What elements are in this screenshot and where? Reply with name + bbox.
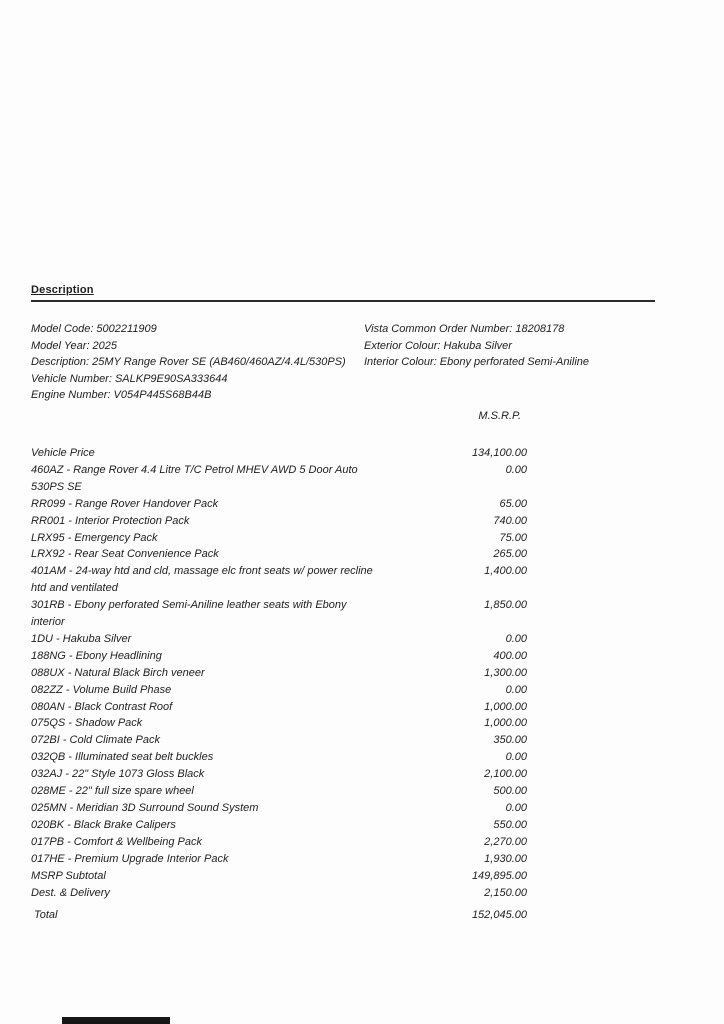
item-description: LRX92 - Rear Seat Convenience Pack — [31, 548, 219, 561]
item-description: 401AM - 24-way htd and cld, massage elc front seats w/ power recline htd and ventilated — [31, 565, 373, 595]
item-price: 0.00 — [505, 802, 527, 814]
line-item-row — [31, 851, 527, 868]
line-item-row — [31, 648, 527, 665]
section-title: Description — [31, 284, 94, 296]
line-item-row — [31, 783, 527, 800]
document-content — [31, 280, 655, 924]
item-description: 025MN - Meridian 3D Surround Sound System — [31, 802, 259, 814]
item-description: Vehicle Price — [31, 446, 95, 459]
section-header — [31, 280, 655, 302]
summary-row — [31, 868, 527, 885]
item-description: LRX95 - Emergency Pack — [31, 531, 158, 544]
item-price: 1,000.00 — [484, 700, 527, 713]
item-description: 080AN - Black Contrast Roof — [31, 700, 173, 713]
line-item-row — [31, 563, 527, 597]
item-price: 0.00 — [505, 632, 527, 645]
item-description: 028ME - 22" full size spare wheel — [31, 785, 194, 798]
line-items-list — [31, 445, 527, 901]
line-item-row — [31, 800, 527, 817]
line-item-row — [31, 513, 527, 530]
item-description: 032QB - Illuminated seat belt buckles — [31, 751, 214, 764]
item-price: 265.00 — [493, 548, 527, 561]
line-item-row — [31, 665, 527, 682]
item-price: 134,100.00 — [471, 446, 527, 459]
item-description: 301RB - Ebony perforated Semi-Aniline leather seats with Ebony interior — [31, 599, 347, 629]
msrp-column-header: M.S.R.P. — [478, 409, 521, 422]
info-line: Vista Common Order Number: 18208178 — [364, 323, 565, 335]
item-price: 500.00 — [493, 785, 527, 798]
vehicle-info-right-column — [364, 321, 655, 404]
line-item-row — [31, 715, 527, 732]
summary-row — [31, 885, 527, 902]
item-price: 2,100.00 — [484, 768, 527, 781]
total-price: 152,045.00 — [471, 909, 527, 922]
total-row — [31, 907, 527, 924]
line-item-row — [31, 462, 527, 496]
info-line: Model Year: 2025 — [31, 339, 118, 352]
line-item-row — [31, 530, 527, 547]
line-item-row — [31, 699, 527, 716]
item-description: 188NG - Ebony Headlining — [31, 649, 162, 662]
line-item-row — [31, 749, 527, 766]
line-item-row — [31, 631, 527, 648]
item-description: 1DU - Hakuba Silver — [31, 632, 132, 645]
info-line: Exterior Colour: Hakuba Silver — [364, 339, 512, 352]
line-item-row — [31, 546, 527, 563]
vehicle-info-left-column — [31, 321, 364, 404]
line-item-row — [31, 496, 527, 513]
item-price: 1,000.00 — [484, 717, 527, 730]
item-description: Dest. & Delivery — [31, 886, 110, 899]
item-price: 1,930.00 — [484, 852, 527, 865]
item-description: 088UX - Natural Black Birch veneer — [31, 666, 205, 679]
total-label: Total — [34, 909, 58, 922]
item-price: 1,300.00 — [484, 666, 527, 679]
item-price: 1,400.00 — [484, 565, 527, 578]
info-line: Description: 25MY Range Rover SE (AB460/460AZ/4.4L/530PS) — [31, 356, 346, 369]
line-item-row — [31, 834, 527, 851]
item-price: 550.00 — [493, 818, 527, 831]
item-description: 072BI - Cold Climate Pack — [31, 734, 160, 747]
item-price: 400.00 — [493, 649, 527, 662]
item-price: 740.00 — [493, 514, 527, 527]
item-price: 1,850.00 — [484, 599, 527, 612]
item-price: 65.00 — [499, 497, 527, 510]
item-description: RR001 - Interior Protection Pack — [31, 514, 190, 527]
item-description: 017PB - Comfort & Wellbeing Pack — [31, 835, 202, 848]
item-description: MSRP Subtotal — [31, 869, 106, 882]
info-line: Interior Colour: Ebony perforated Semi-Aniline — [364, 356, 590, 369]
info-line: Vehicle Number: SALKP9E90SA333644 — [31, 372, 228, 385]
item-description: 082ZZ - Volume Build Phase — [31, 683, 172, 696]
item-price: 0.00 — [505, 463, 527, 476]
info-line: Model Code: 5002211909 — [31, 323, 157, 335]
item-price: 2,270.00 — [484, 835, 527, 848]
item-description: 460AZ - Range Rover 4.4 Litre T/C Petrol MHEV AWD 5 Door Auto 530PS SE — [31, 463, 358, 493]
item-description: 032AJ - 22" Style 1073 Gloss Black — [31, 768, 205, 781]
item-description: 017HE - Premium Upgrade Interior Pack — [31, 852, 229, 865]
line-item-row — [31, 732, 527, 749]
line-item-row — [31, 597, 527, 631]
line-item-row — [31, 445, 527, 462]
item-price: 350.00 — [493, 734, 527, 747]
item-description: 020BK - Black Brake Calipers — [31, 818, 176, 831]
info-line: Engine Number: V054P445S68B44B — [31, 389, 212, 402]
vehicle-info-block — [31, 321, 655, 404]
line-item-row — [31, 682, 527, 699]
line-item-row — [31, 766, 527, 783]
item-description: RR099 - Range Rover Handover Pack — [31, 497, 219, 510]
item-price: 2,150.00 — [484, 886, 527, 899]
line-item-row — [31, 817, 527, 834]
item-price: 0.00 — [505, 683, 527, 696]
page-bottom-edge-bar — [62, 1017, 170, 1024]
item-price: 149,895.00 — [471, 869, 527, 882]
item-description: 075QS - Shadow Pack — [31, 717, 143, 730]
item-price: 0.00 — [505, 751, 527, 764]
item-price: 75.00 — [499, 531, 527, 544]
